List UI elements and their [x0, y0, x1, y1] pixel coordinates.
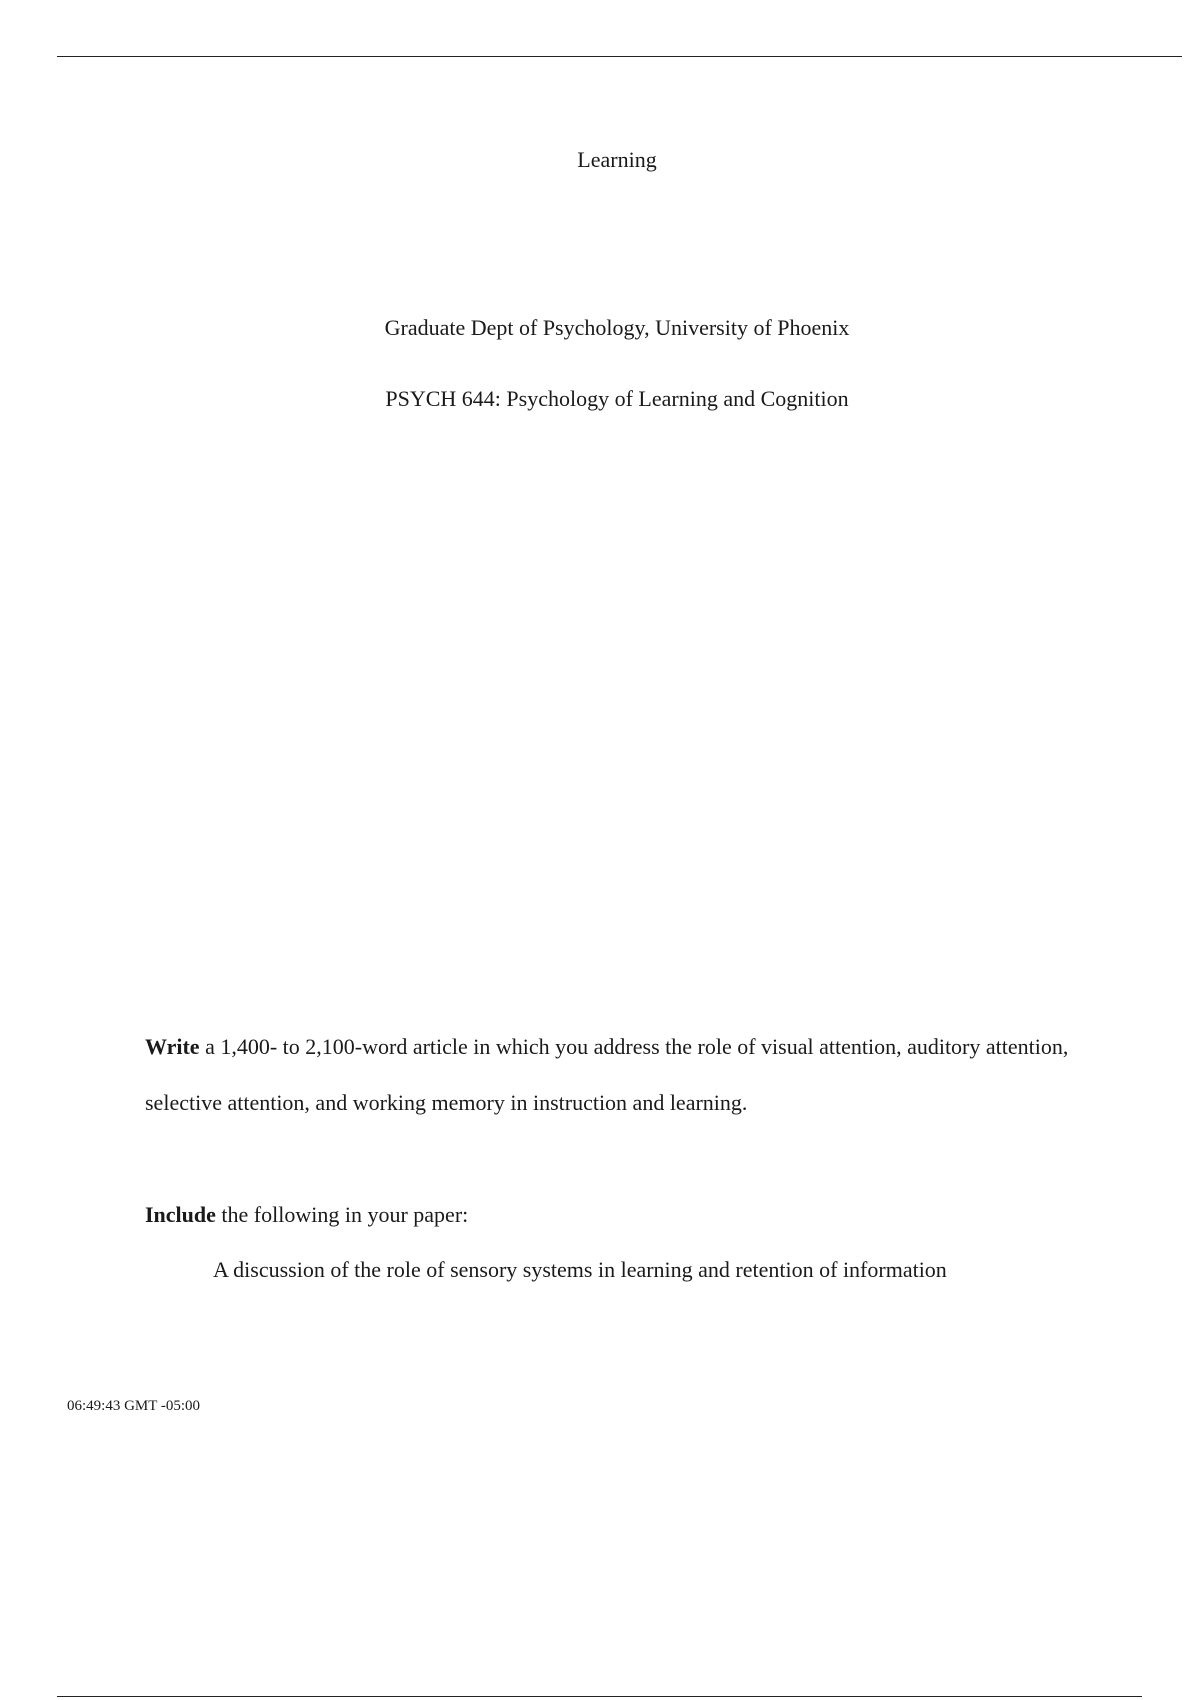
- write-paragraph: [145, 1019, 1105, 1131]
- list-item: A discussion of the role of sensory systems in learning and retention of information: [213, 1257, 947, 1282]
- include-keyword: Include: [145, 1202, 216, 1227]
- bottom-rule: [57, 1696, 1142, 1697]
- affiliation-line: Graduate Dept of Psychology, University of Phoenix: [384, 315, 850, 340]
- page-title: Learning: [577, 147, 657, 172]
- timestamp: 06:49:43 GMT -05:00: [67, 1398, 201, 1414]
- write-keyword: Write: [145, 1034, 200, 1059]
- top-rule: [57, 56, 1182, 57]
- course-line: PSYCH 644: Psychology of Learning and Cognition: [385, 386, 849, 411]
- include-text: the following in your paper:: [215, 1202, 469, 1227]
- write-text: a 1,400- to 2,100-word article in which you address the role of visual attention, auditory attention, selective attention, and working memory in instruction and learning.: [145, 1034, 1069, 1115]
- include-paragraph: [145, 1187, 1105, 1243]
